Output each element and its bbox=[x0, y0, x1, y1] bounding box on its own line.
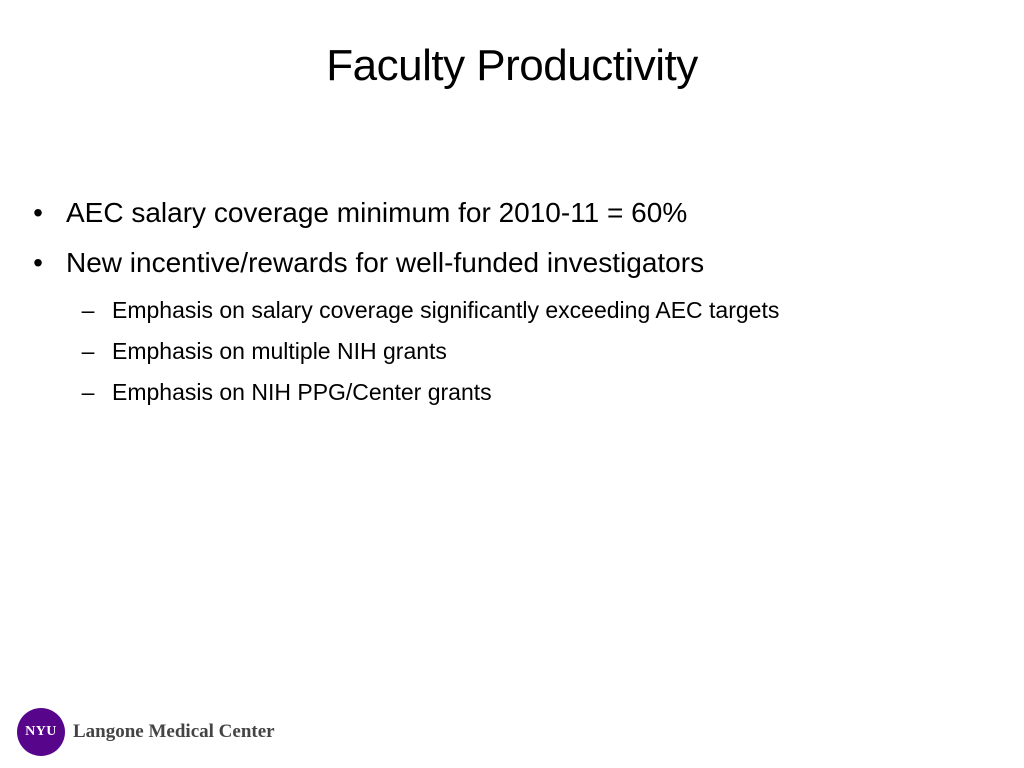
sub-bullet-marker: – bbox=[81, 338, 95, 364]
sub-bullet-marker: – bbox=[81, 379, 95, 405]
sub-bullet-item bbox=[78, 337, 779, 365]
sub-bullet-list bbox=[78, 296, 779, 419]
slide-title: Faculty Productivity bbox=[326, 41, 698, 90]
sub-bullet-text: Emphasis on NIH PPG/Center grants bbox=[112, 379, 492, 405]
bullet-text: AEC salary coverage minimum for 2010-11 = 60% bbox=[66, 197, 688, 228]
sub-bullet-text: Emphasis on salary coverage significantly exceeding AEC targets bbox=[112, 297, 780, 323]
sub-bullet-item bbox=[78, 296, 779, 324]
logo-text: Langone Medical Center bbox=[73, 721, 275, 742]
sub-bullet-text: Emphasis on multiple NIH grants bbox=[112, 338, 447, 364]
bullet-marker: • bbox=[33, 197, 43, 228]
sub-bullet-marker: – bbox=[81, 297, 95, 323]
bullet-text: New incentive/rewards for well-funded investigators bbox=[66, 247, 705, 278]
nyu-seal-icon: NYU bbox=[17, 708, 65, 756]
bullet-item bbox=[28, 196, 988, 230]
bullet-marker: • bbox=[33, 247, 43, 278]
sub-bullet-item bbox=[78, 378, 779, 406]
bullet-item bbox=[28, 246, 988, 280]
bullet-list bbox=[28, 196, 988, 296]
nyu-langone-logo bbox=[17, 708, 275, 756]
